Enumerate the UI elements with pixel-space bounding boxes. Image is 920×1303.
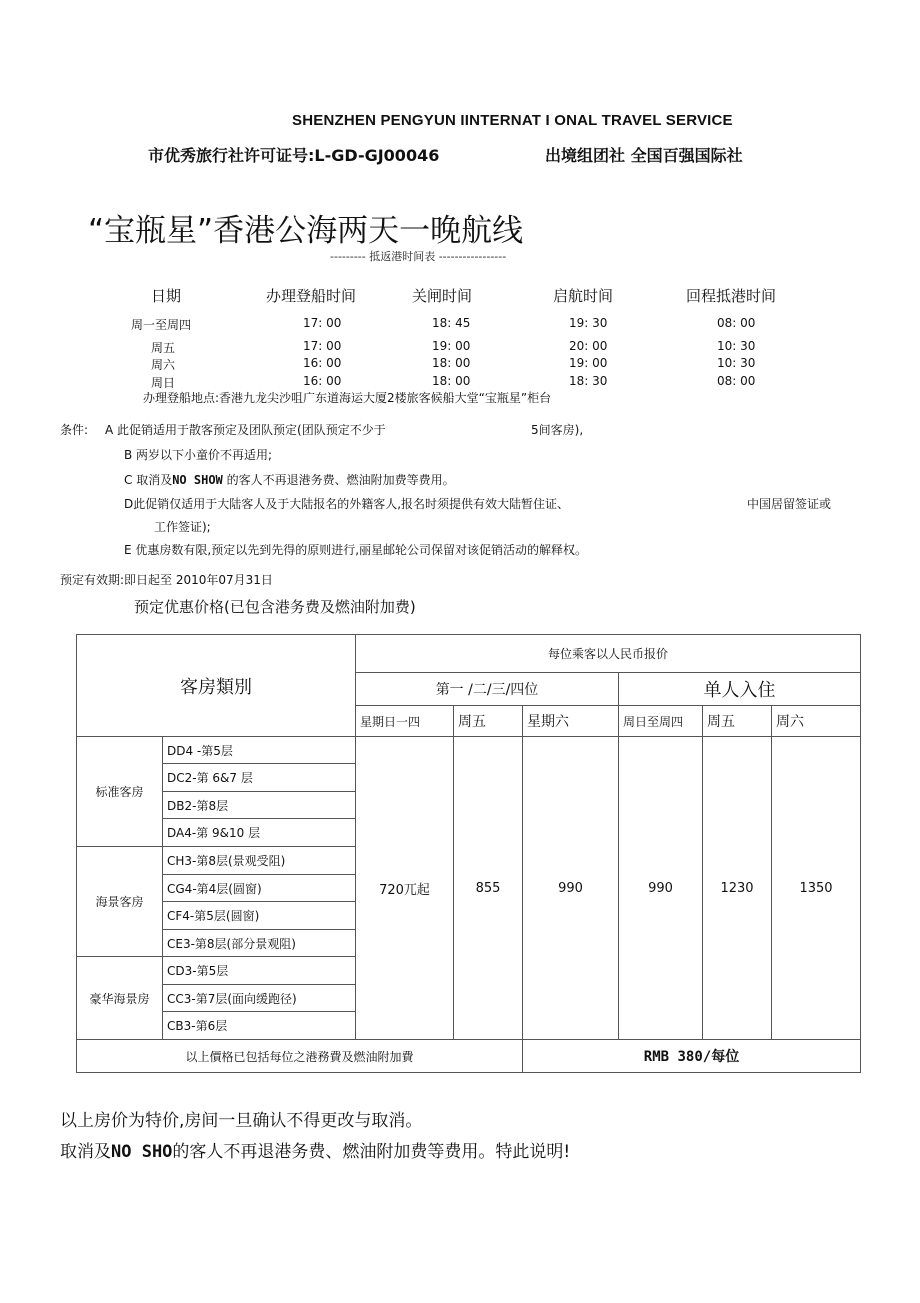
price-footer-note: 以上價格已包括每位之港務費及燃油附加費 bbox=[77, 1040, 523, 1073]
schedule-depart: 20: 00 bbox=[569, 339, 608, 353]
schedule-gate: 18: 45 bbox=[432, 316, 471, 330]
day-header: 星期日一四 bbox=[356, 706, 454, 737]
schedule-depart: 18: 30 bbox=[569, 374, 608, 388]
schedule-depart: 19: 00 bbox=[569, 356, 608, 370]
room-type-header: 客房類別 bbox=[77, 635, 356, 737]
day-header: 星期六 bbox=[523, 706, 619, 737]
day-header: 周五 bbox=[454, 706, 523, 737]
license-number: 市优秀旅行社许可证号:L-GD-GJ00046 bbox=[148, 146, 440, 165]
price-single-sun-thu: 990 bbox=[619, 737, 703, 1040]
schedule-checkin: 17: 00 bbox=[303, 339, 342, 353]
room-row: CC3-第7层(面向缓跑径) bbox=[163, 985, 356, 1012]
boarding-location: 办理登船地点:香港九龙尖沙咀广东道海运大厦2楼旅客候船大堂“宝瓶星”柜台 bbox=[143, 391, 552, 405]
schedule-day: 周一至周四 bbox=[131, 318, 192, 332]
room-row: CF4-第5层(圆窗) bbox=[163, 902, 356, 930]
price-table bbox=[76, 634, 861, 1073]
schedule-gate: 19: 00 bbox=[432, 339, 471, 353]
price-single-sat: 1350 bbox=[772, 737, 861, 1040]
room-row: DC2-第 6&7 层 bbox=[163, 764, 356, 792]
schedule-header-date: 日期 bbox=[151, 287, 182, 305]
schedule-day: 周日 bbox=[151, 376, 176, 390]
conditions-label: 条件: bbox=[60, 423, 89, 437]
condition-d-visa: 中国居留签证或 bbox=[747, 497, 832, 511]
day-header: 周日至周四 bbox=[619, 706, 703, 737]
schedule-gate: 18: 00 bbox=[432, 356, 471, 370]
schedule-subtitle: --------- 抵返港时间表 ----------------- bbox=[330, 250, 507, 263]
schedule-return: 10: 30 bbox=[717, 339, 756, 353]
page-title: “宝瓶星”香港公海两天一晚航线 bbox=[88, 213, 524, 249]
schedule-day: 周六 bbox=[151, 358, 176, 372]
condition-a: A 此促销适用于散客预定及团队预定(团队预定不少于 bbox=[105, 423, 386, 437]
validity-period: 预定有效期:即日起至 2010年07月31日 bbox=[60, 573, 273, 587]
category-deluxe: 豪华海景房 bbox=[77, 957, 163, 1040]
schedule-header-depart: 启航时间 bbox=[553, 287, 614, 305]
room-row: DA4-第 9&10 层 bbox=[163, 819, 356, 847]
group-shared-header: 第一 /二/三/四位 bbox=[356, 673, 619, 706]
room-row: CD3-第5层 bbox=[163, 957, 356, 985]
price-heading: 预定优惠价格(已包含港务费及燃油附加费) bbox=[134, 598, 416, 616]
day-header: 周六 bbox=[772, 706, 861, 737]
schedule-checkin: 16: 00 bbox=[303, 374, 342, 388]
schedule-day: 周五 bbox=[151, 341, 176, 355]
condition-d: D此促销仅适用于大陆客人及于大陆报名的外籍客人,报名时须提供有效大陆暂住证、 bbox=[124, 497, 570, 511]
price-footer-single: RMB 380/每位 bbox=[523, 1040, 861, 1073]
condition-e: E 优惠房数有限,预定以先到先得的原则进行,丽星邮轮公司保留对该促销活动的解释权。 bbox=[124, 543, 588, 557]
schedule-depart: 19: 30 bbox=[569, 316, 608, 330]
price-single-fri: 1230 bbox=[703, 737, 772, 1040]
room-row: CH3-第8层(景观受阻) bbox=[163, 847, 356, 875]
company-name: SHENZHEN PENGYUN IINTERNAT I ONAL TRAVEL SERVICE bbox=[292, 112, 733, 129]
schedule-return: 08: 00 bbox=[717, 316, 756, 330]
room-row: CB3-第6层 bbox=[163, 1012, 356, 1040]
category-seaview: 海景客房 bbox=[77, 847, 163, 957]
day-header: 周五 bbox=[703, 706, 772, 737]
price-shared-sat: 990 bbox=[523, 737, 619, 1040]
condition-d-work: 工作签证); bbox=[154, 520, 211, 534]
price-shared-fri: 855 bbox=[454, 737, 523, 1040]
room-row: CG4-第4层(圆窗) bbox=[163, 875, 356, 902]
footer-note-1: 以上房价为特价,房间一旦确认不得更改与取消。 bbox=[60, 1111, 423, 1131]
license-extra: 出境组团社 全国百强国际社 bbox=[545, 146, 743, 165]
schedule-checkin: 16: 00 bbox=[303, 356, 342, 370]
group-single-header: 单人入住 bbox=[619, 673, 861, 706]
price-shared-sun-thu: 720兀起 bbox=[356, 737, 454, 1040]
schedule-gate: 18: 00 bbox=[432, 374, 471, 388]
room-row: DD4 -第5层 bbox=[163, 737, 356, 764]
schedule-header-return: 回程抵港时间 bbox=[686, 287, 777, 305]
schedule-return: 10: 30 bbox=[717, 356, 756, 370]
room-row: DB2-第8层 bbox=[163, 792, 356, 819]
schedule-checkin: 17: 00 bbox=[303, 316, 342, 330]
schedule-header-checkin: 办理登船时间 bbox=[266, 287, 357, 305]
footer-note-2: 取消及NO SHO的客人不再退港务费、燃油附加费等费用。特此说明! bbox=[60, 1142, 571, 1162]
category-standard: 标准客房 bbox=[77, 737, 163, 847]
room-row: CE3-第8层(部分景观阻) bbox=[163, 930, 356, 957]
schedule-return: 08: 00 bbox=[717, 374, 756, 388]
condition-b: B 两岁以下小童价不再适用; bbox=[124, 448, 273, 462]
schedule-header-gate: 关闸时间 bbox=[412, 287, 473, 305]
condition-a-rooms: 5间客房), bbox=[531, 423, 584, 437]
condition-c: C 取消及NO SHOW 的客人不再退港务费、燃油附加费等费用。 bbox=[124, 473, 455, 487]
currency-note: 每位乘客以人民币报价 bbox=[356, 635, 861, 673]
